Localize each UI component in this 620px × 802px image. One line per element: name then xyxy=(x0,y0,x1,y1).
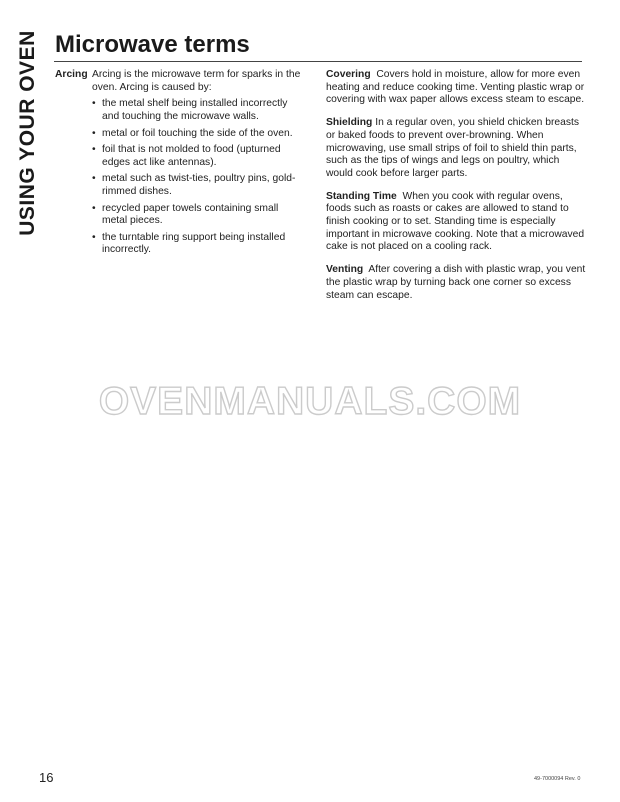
bullet-icon: • xyxy=(92,144,96,156)
title-divider xyxy=(54,61,582,62)
bullet-icon: • xyxy=(92,202,96,214)
document-code: 49-7000094 Rev. 0 xyxy=(534,776,581,782)
section-tab xyxy=(14,30,42,236)
list-item: • the turntable ring support being installed incorrectly. xyxy=(92,231,286,256)
arcing-entry xyxy=(55,69,305,257)
list-item: • metal or foil touching the side of the oven. xyxy=(92,127,293,139)
standing-time-entry xyxy=(326,191,588,255)
page-number: 16 xyxy=(39,770,54,785)
venting-definition: After covering a dish with plastic wrap, you vent the plastic wrap by turning back one corner so excess steam can escape. xyxy=(326,264,586,301)
venting-entry xyxy=(326,264,588,302)
arcing-causes-list xyxy=(92,98,305,257)
bullet-icon: • xyxy=(92,98,96,110)
shielding-term: Shielding xyxy=(326,117,373,129)
watermark: OVENMANUALS.COM xyxy=(98,380,522,423)
left-column xyxy=(55,69,305,261)
arcing-definition: Arcing is the microwave term for sparks in the oven. Arcing is caused by: xyxy=(92,69,301,93)
bullet-icon: • xyxy=(92,231,96,243)
right-column xyxy=(326,69,588,312)
list-item: • the metal shelf being installed incorrectly and touching the microwave walls. xyxy=(92,98,288,123)
bullet-icon: • xyxy=(92,173,96,185)
shielding-definition: In a regular oven, you shield chicken breasts or baked foods to prevent over-browning. When microwaving, use small strips of foil to shield thin parts, such as the tips of wings and legs on poultry, which would cook before larger parts. xyxy=(326,117,579,179)
list-item: • metal such as twist-ties, poultry pins, gold-rimmed dishes. xyxy=(92,173,296,198)
standing-time-term: Standing Time xyxy=(326,190,397,202)
shielding-entry xyxy=(326,117,588,181)
section-tab-label: USING YOUR OVEN xyxy=(16,30,39,236)
covering-entry xyxy=(326,69,588,107)
arcing-term: Arcing xyxy=(55,69,88,80)
covering-definition: Covers hold in moisture, allow for more even heating and reduce cooking time. Venting plastic wrap or covering with wax paper allows excess steam to escape. xyxy=(326,69,585,106)
list-item: • foil that is not molded to food (upturned edges act like antennas). xyxy=(92,144,281,168)
venting-term: Venting xyxy=(326,264,364,276)
page-title: Microwave terms xyxy=(55,31,250,58)
covering-term: Covering xyxy=(326,69,371,80)
list-item: • recycled paper towels containing small metal pieces. xyxy=(92,202,279,227)
bullet-icon: • xyxy=(92,127,96,139)
standing-time-definition: When you cook with regular ovens, foods such as roasts or cakes are allowed to stand to finish cooking or to set. Standing time is especially important in microwave cooking. Note that a microwaved cake is not placed on a cooling rack. xyxy=(326,190,585,253)
